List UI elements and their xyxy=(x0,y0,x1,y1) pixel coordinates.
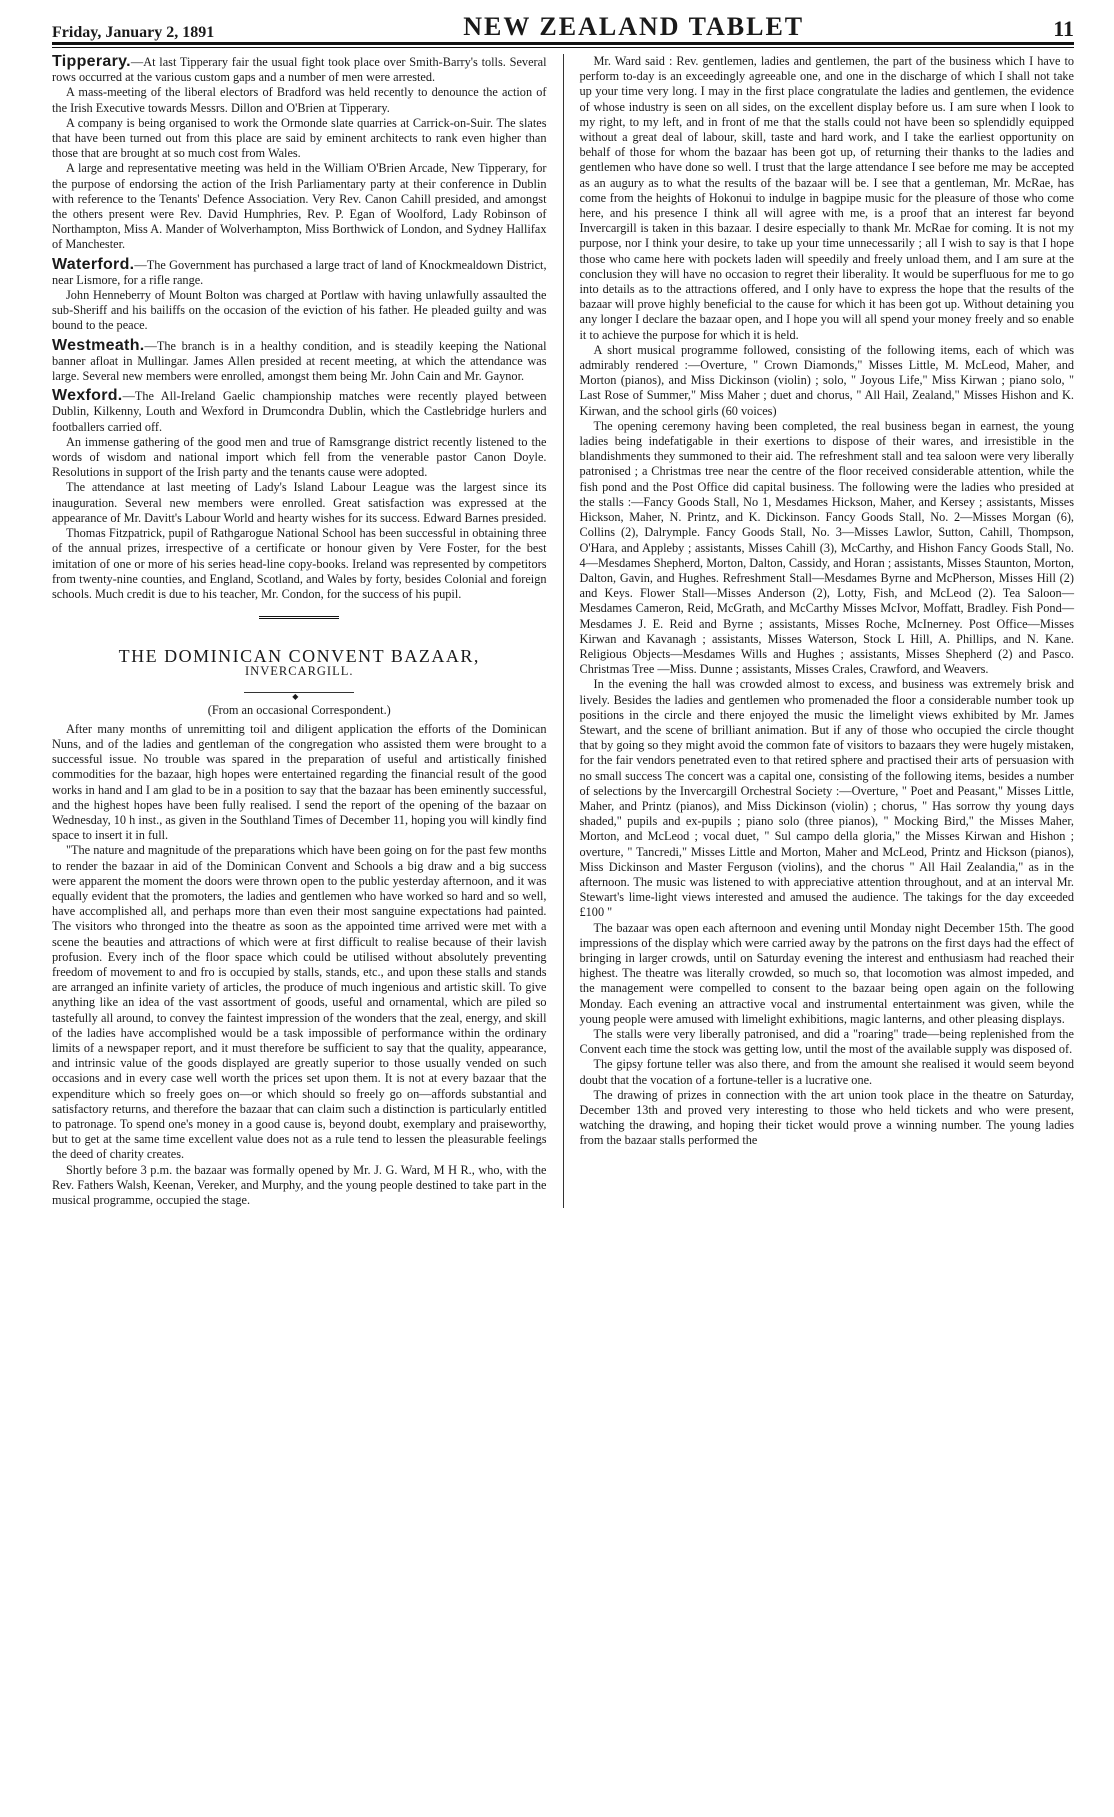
paragraph: The gipsy fortune teller was also there, and from the amount she realised it would seem beyond doubt that the vocation of a fortune-teller is a lucrative one. xyxy=(579,1057,1075,1087)
paragraph: The bazaar was open each afternoon and evening until Monday night December 15th. The good impressions of the display which were carried away by the patrons on the first days had the effect of bringing in larger crowds, until on Saturday evening the interest and enthusiasm had reached their highest. The theatre was literally crowded, so much so, that locomotion was almost impeded, and the management were compelled to consent to the bazaar being open again on the following Monday. Each evening an attractive vocal and instrumental entertainment was given, while the young people were amused with limelight exhibitions, magic lanterns, and other pleasing displays. xyxy=(579,920,1075,1026)
article-subtitle: INVERCARGILL. xyxy=(245,664,354,679)
diamond-ornament-icon: ◆ xyxy=(292,691,299,701)
paragraph-text: —The branch is in a healthy condition, and is steadily keeping the National banner afloat in Mullingar. James Allen presided at recent meeting, at which the attendance was large. Several new members were enrolled, amongst them being Mr. John Cain and Mr. Gaynor. xyxy=(52,338,547,384)
paragraph: Shortly before 3 p.m. the bazaar was formally opened by Mr. J. G. Ward, M H R., who, with the Rev. Fathers Walsh, Keenan, Vereker, and Murphy, and the young people destined to take part in the musical programme, occupied the stage. xyxy=(52,1162,547,1208)
masthead-rule xyxy=(52,47,1074,48)
paragraph: The attendance at last meeting of Lady's Island Labour League was the largest since its inauguration. Several new members were enrolled. Great satisfaction was expressed at the appearance of Mr. Davitt's Labour World and hearty wishes for its success. Edward Barnes presided. xyxy=(52,480,547,525)
paragraph-text: —At last Tipperary fair the usual fight took place over Smith-Barry's tolls. Several rows occurred at the various custom gaps and a number of men were arrested. xyxy=(52,55,547,85)
section-head-waterford: Waterford. xyxy=(52,255,135,273)
column-divider xyxy=(563,54,564,1208)
paragraph: A mass-meeting of the liberal electors of Bradford was held recently to denounce the action of the Irish Executive towards Messrs. Dillon and O'Brien at Tipperary. xyxy=(52,85,547,115)
correspondent-line: (From an occasional Correspondent.) xyxy=(207,702,391,717)
paragraph xyxy=(52,388,547,435)
paragraph xyxy=(52,54,547,85)
paragraph xyxy=(52,338,547,385)
paragraph: The opening ceremony having been completed, the real business began in earnest, the young ladies being indefatigable in their exertions to dispose of their wares, and irresistible in the blandishments they summoned to their aid. The refreshment stall and tea saloon were very liberally patronised ; a Christmas tree near the centre of the floor received considerable attention, while the fish pond and the Post Office did capital business. The following were the ladies who presided at the stalls :—Fancy Goods Stall, No 1, Mesdames Hickson, Maher, and Kersey ; assistants, Misses Hickson, Maher, N. Printz, and K. Dickinson. Fancy Goods Stall, No. 2—Misses Morgan (6), Collins (2), Dalrymple. Fancy Goods Stall, No. 3—Misses Lawlor, Sutton, Cahill, Thompson, O'Hara, and Appleby ; assistants, Misses Cahill (3), McCarthy, and Hishon Fancy Goods Stall, No. 4—Mesdames Shepherd, Morton, Dalton, Cassidy, and Horan ; assistants, Misses Staunton, Morton, Dalton, Gavin, and Hughes. Refreshment Stall—Mesdames Byrne and McPherson, Misses Hill (2) and Keys. Flower Stall—Misses Anderson (2), Lotty, Fish, and McLeod (2). Tea Saloon—Mesdames Cameron, Reid, McGrath, and McCarthy Misses McIvor, Moffatt, Bradley. Fish Pond—Mesdames J. E. Reid and Byrne ; assistants, Misses Roche, McInerney. Post Office—Misses Kirwan and Kavanagh ; assistants, Misses Waterson, Stock L Hill, A. Phillips, and N. Kane. Religious Objects—Mesdames Wills and Hughes ; assistants, Misses Shepherd (2) and Pasco. Christmas Tree —Miss. Dunne ; assistants, Misses Crales, Crawford, and Weavers. xyxy=(579,418,1075,677)
section-head-westmeath: Westmeath. xyxy=(52,336,145,354)
section-divider xyxy=(259,616,339,619)
paragraph: In the evening the hall was crowded almost to excess, and business was extremely brisk and lively. Besides the ladies and gentlemen who promenaded the floor a considerable number took up positions in the circle and there enjoyed the music the limelight views exhibited by Mr. James Stewart, and the scene of brilliant animation. But if any of those who occupied the circle thought that by going so they might avoid the common fate of visitors to bazaars they were hugely mistaken, for the fair vendors penetrated even to that retired sphere and practised their arts of persuasion with no small success The concert was a capital one, consisting of the following items, besides a number of selections by the Invercargill Orchestral Society :—Overture, " Poet and Peasant," Misses Little, Maher, and Printz (pianos), and Miss Dickinson (violin) ; chorus, " Has sorrow thy young days shaded," pupils and ex-pupils ; piano solo (three pianos), " Mocking Bird," the Misses Maher, Morton, and McLeod ; vocal duet, " Sul campo della gloria," the Misses Kirwan and Hishon ; overture, " Tancredi," Misses Little and Morton, Maher and McLeod, Printz and Hickson (pianos), Miss Dickinson and Master Ferguson (violins), and the chorus " All Hail Zealandia," as in the afternoon. The music was listened to with appreciative attention throughout, and at an interval Mr. Stewart's lime-light views interested and amused the audience. The takings for the day exceeded £100 " xyxy=(579,677,1075,920)
page-number: 11 xyxy=(1053,16,1074,41)
issue-date: Friday, January 2, 1891 xyxy=(52,24,215,41)
paragraph: An immense gathering of the good men and true of Ramsgrange district recently listened to the words of wisdom and national import which fell from the venerable pastor Canon Doyle. Resolutions in support of the Irish party and the tenants cause were adopted. xyxy=(52,434,547,480)
paragraph: Thomas Fitzpatrick, pupil of Rathgarogue National School has been successful in obtaining three of the annual prizes, irrespective of a certificate or honour given by Vere Foster, for the best imitation of one or more of his series head-line copy-books. Ireland was represented by competitors from twenty-nine counties, and England, Scotland, and Wales by forty, besides Colonial and foreign schools. Much credit is due to his teacher, Mr. Condon, for the success of his pupil. xyxy=(52,526,547,601)
ornament-rule xyxy=(244,691,354,701)
left-column xyxy=(52,54,547,1208)
paragraph-text: —The All-Ireland Gaelic championship matches were recently played between Dublin, Kilkenny, Louth and Wexford in Drumcondra Dublin, which the Castlebridge hurlers and footballers carried off. xyxy=(52,389,547,434)
paragraph: A short musical programme followed, consisting of the following items, each of which was admirably rendered :—Overture, " Crown Diamonds," Misses Little, M. McLeod, Maher, and Morton (pianos), and Miss Dickinson (violin) ; solo, " Joyous Life," Miss Kirwan ; piano solo, " Last Rose of Summer," Miss Maher ; duet and chorus, " All Hail, Zealand," Misses Hishon and K. Kirwan, and the school girls (60 voices) xyxy=(579,342,1075,418)
section-head-wexford: Wexford. xyxy=(52,387,123,405)
masthead xyxy=(52,8,1074,45)
article-title: THE DOMINICAN CONVENT BAZAAR, xyxy=(118,646,480,667)
paragraph: A large and representative meeting was held in the William O'Brien Arcade, New Tipperary, for the purpose of endorsing the action of the Irish Parliamentary party at their conference in Dublin with reference to the Tenants' Defence Association. Very Rev. Canon Cahill presided, and amongst the others present were Rev. David Humphries, Rev. P. Egan of Woolford, Lady Robinson of Northampton, Miss A. Mander of Wolverhampton, Miss Borthwick of London, and Sydney Hallifax of Manchester. xyxy=(52,161,547,252)
paragraph: The stalls were very liberally patronised, and did a "roaring" trade—being replenished from the Convent each time the stock was getting low, until the most of the available supply was disposed of. xyxy=(579,1027,1075,1057)
paragraph: After many months of unremitting toil and diligent application the efforts of the Dominican Nuns, and of the ladies and gentleman of the congregation who assisted them were brought to a successful issue. No trouble was spared in the preparation of useful and artistically finished commodities for the bazaar, high hopes were entertained regarding the financial result of the good works in hand and I am glad to be in a position to say that the bazaar has been eminently successful, and the highest hopes have been fully realised. I send the report of the opening of the bazaar on Wednesday, 10 h inst., as given in the Southland Times of December 11, hoping you will kindly find space to insert it in full. xyxy=(52,721,547,843)
paragraph xyxy=(52,257,547,288)
columns xyxy=(52,54,1074,1208)
section-head-tipperary: Tipperary. xyxy=(52,53,131,70)
paragraph: Mr. Ward said : Rev. gentlemen, ladies and gentlemen, the part of the business which I have to perform to-day is an exceedingly agreeable one, and one in the discharge of which I shall not take up your time very long. I may in the first place congratulate the ladies and gentlemen, the evidence of whose industry is seen on all sides, on the excellent display before us. I am sure when I look to my right, to my left, and in front of me that the stalls could not have been so splendidly equipped without a great deal of labour, skill, taste and hard work, and I take the earliest opportunity on behalf of those for whom the bazaar has been got up, of returning their thanks to the ladies and gentlemen who have done so well. I trust that the large attendance I see before me may be accepted as an augury as to what the results of the bazaar will be. I see that a gentleman, Mr. McRae, has come from the heights of Hokonui to indulge in bagpipe music for the pleasure of those who come here, and his presence I think all will agree with me, is a proof that an interest far beyond Invercargill is taken in this bazaar. I desire especially to thank Mr. McRae for coming. It is not my purpose, nor I think your desire, to take up your time unnecessarily ; all I wish to say is that I hope those who came here with pockets laden will speedily and freely unload them, and I am sure at the conclusion they will have no occasion to regret their liberality. It would be superfluous for me to go into details as to the attractions offered, and I only have to express the hope that the results of the bazaar will prove highly beneficial to the cause for which it has been got up. Without detaining you any longer I declare the bazaar open, and I hope you will all spend your money freely and so enable it to achieve the purpose for which it is held. xyxy=(579,54,1075,342)
paragraph-text: —The Government has purchased a large tract of land of Knockmealdown District, near Lismore, for a rifle range. xyxy=(52,257,547,287)
paragraph: "The nature and magnitude of the preparations which have been going on for the past few months to render the bazaar in aid of the Dominican Convent and Schools a big draw and a big success were apparent the moment the doors were thrown open to the public yesterday afternoon, and it was equally evident that the promoters, the ladies and gentlemen who have worked so hard and so well, have accomplished all, and perhaps more than even their most sanguine expectations had painted. The visitors who thronged into the theatre as soon as the appointed time arrived were met with a scene the beauties and attractions of which were at first difficult to realise because of their lavish profusion. Every inch of the floor space which could be utilised without absolutely preventing freedom of movement to and fro is occupied by stalls, stands, etc., and upon these stalls and stands are arranged an infinite variety of articles, the produce of much ingenious and artistic skill. To give anything like an idea of the vast assortment of goods, useful and ornamental, which are piled so tastefully all around, to convey the faintest impression of the wonders that the zeal, energy, and skill of the ladies have accomplished would be a task impossible of performance within the ordinary limits of a newspaper report, and it must therefore be sufficient to say that the quality, appearance, and intrinsic value of the goods displayed are greatly superior to those usually vended on such occasions and in every case well worth the prices set upon them. It is not at every bazaar that the expenditure which so freely goes on—or which should so freely go on—affords substantial and satisfactory returns, and therefore the bazaar that can claim such a distinction is particularly entitled to patronage. To spend one's money in a good cause is, beyond doubt, exemplary and praiseworthy, but to get at the same time excellent value does not as a rule tend to lessen the pleasurable feelings the deed of charity creates. xyxy=(52,843,547,1162)
paragraph: The drawing of prizes in connection with the art union took place in the theatre on Saturday, December 13th and proved very interesting to those who held tickets and who were present, watching the drawing, and hoping their ticket would prove a winning number. The young ladies from the bazaar stalls performed the xyxy=(579,1087,1075,1148)
paragraph: A company is being organised to work the Ormonde slate quarries at Carrick-on-Suir. The slates that have been turned out from this place are said by eminent architects to rank even higher than those that are brought at so much cost from Wales. xyxy=(52,115,547,161)
newspaper-title: NEW ZEALAND TABLET xyxy=(463,12,805,41)
right-column xyxy=(580,54,1075,1208)
paragraph: John Henneberry of Mount Bolton was charged at Portlaw with having unlawfully assaulted the sub-Sheriff and his bailiffs on the occasion of the eviction of his father. He pleaded guilty and was bound to the peace. xyxy=(52,288,547,333)
